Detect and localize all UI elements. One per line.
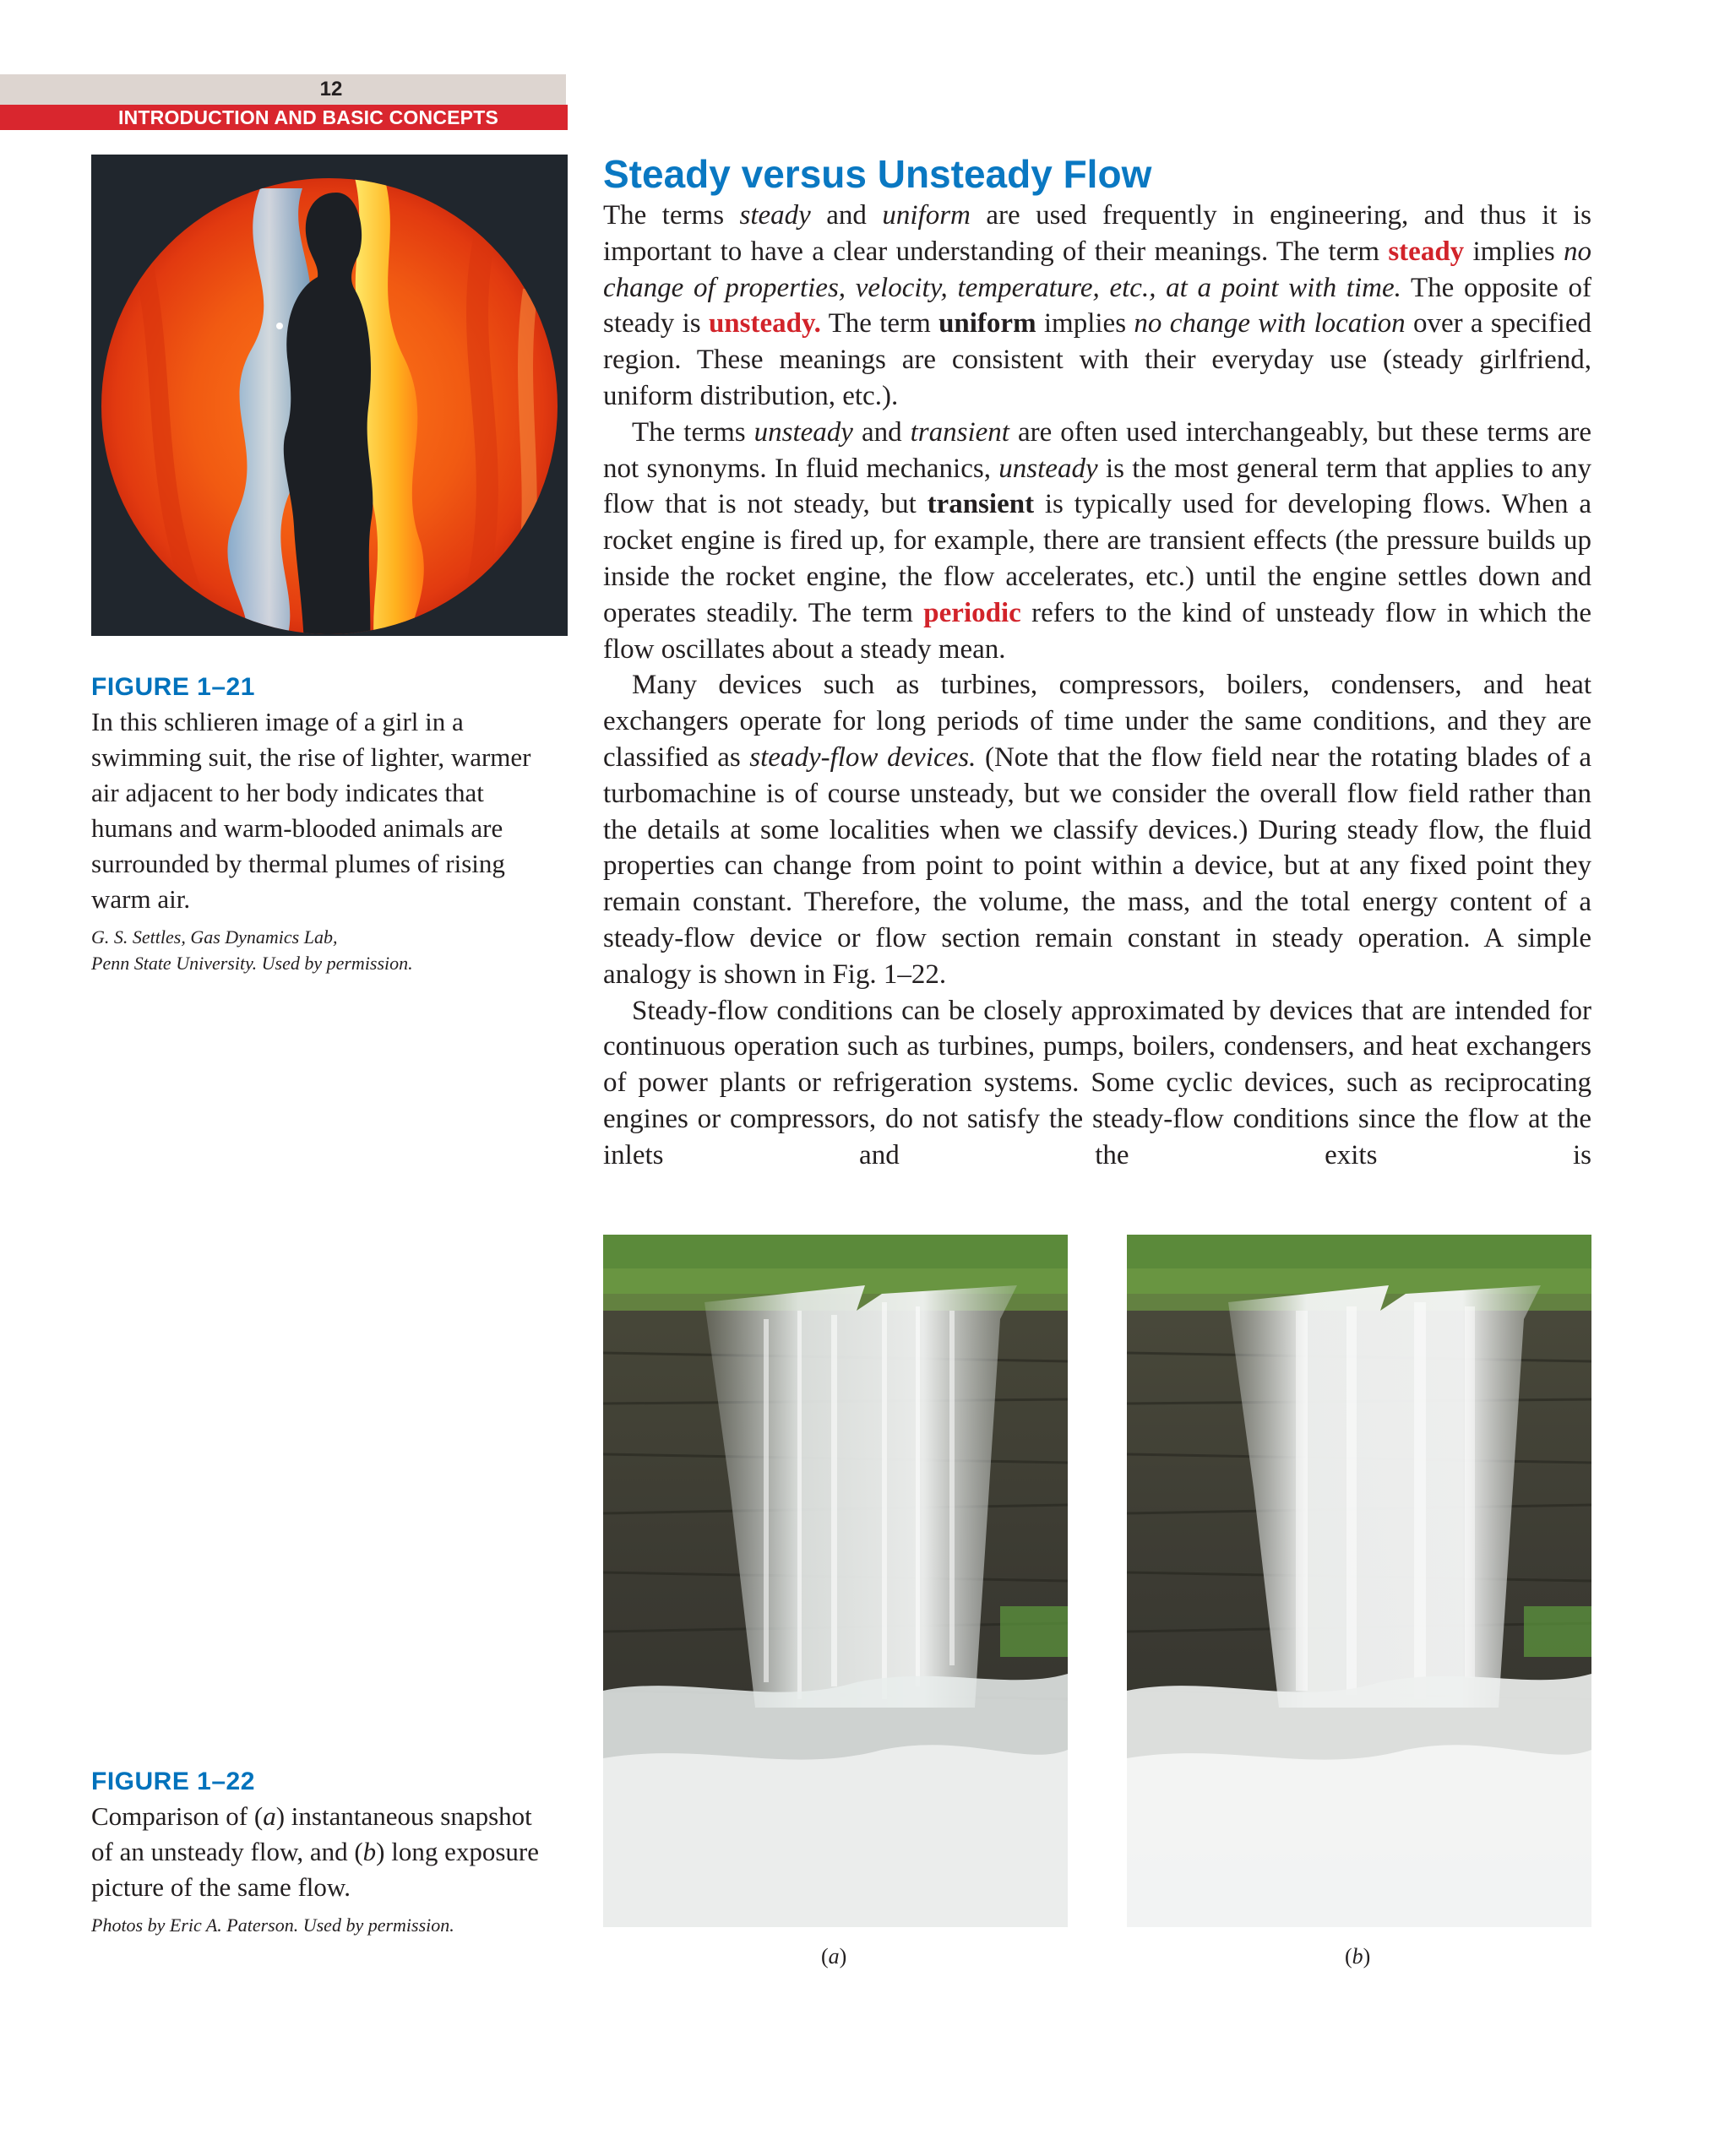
page-number-band <box>0 74 566 105</box>
chapter-title: INTRODUCTION AND BASIC CONCEPTS <box>118 106 499 128</box>
figure-21-credit <box>91 924 547 976</box>
section-title: Steady versus Unsteady Flow <box>603 152 1152 196</box>
subfigure-label-b: (b) <box>1345 1944 1371 1969</box>
term-uniform: uniform <box>938 308 1036 339</box>
figure-21-credit-line2: Penn State University. Used by permission. <box>91 953 413 974</box>
term-transient: transient <box>927 489 1035 520</box>
paragraph-3: Many devices such as turbines, compressors, boilers, condensers, and heat exchangers operate for long periods of time under the same conditions, and they are classified as steady-flow devices. (Note that the flow field near the rotating blades of a turbomachine is of course unsteady, but we consider the overall flow field rather than the details at some localities when we classify devices.) During steady flow, the fluid properties can change from point to point within a device, but at any fixed point they remain constant. Therefore, the volume, the mass, and the total energy content of a steady-flow device or flow section remain constant in steady operation. A simple analogy is shown in Fig. 1–22. <box>603 670 1591 990</box>
figure-21-caption <box>91 671 547 976</box>
figure-21-caption-text: In this schlieren image of a girl in a swimming suit, the rise of lighter, warmer air adjacent to her body indicates that humans and warm-blooded animals are surrounded by thermal plumes of rising warm air. <box>91 707 531 914</box>
term-steady: steady <box>1388 236 1465 267</box>
subfigure-label-a: (a) <box>821 1944 847 1969</box>
paragraph-2: The terms unsteady and transient are often used interchangeably, but these terms are not synonyms. In fluid mechanics, unsteady is the most general term that applies to any flow that is not steady, but transient is typically used for developing flows. When a rocket engine is fired up, for example, there are transient effects (the pressure builds up inside the rocket engine, the flow accelerates, etc.) until the engine settles down and operates steadily. The term periodic refers to the kind of unsteady flow in which the flow oscillates about a steady mean. <box>603 416 1592 665</box>
figure-22-caption <box>91 1765 547 1938</box>
figure-22-credit: Photos by Eric A. Paterson. Used by permission. <box>91 1914 454 1936</box>
term-unsteady: unsteady. <box>708 308 821 339</box>
page-number: 12 <box>319 78 343 100</box>
figure-22-caption-text: Comparison of (a) instantaneous snapshot of an unsteady flow, and (b) long exposure picture of the same flow. <box>91 1801 540 1902</box>
term-periodic: periodic <box>923 597 1021 628</box>
paragraph-4: Steady-flow conditions can be closely approximated by devices that are intended for continuous operation such as turbines, pumps, boilers, condensers, and heat exchangers of power plants or refrigeration systems. Some cyclic devices, such as reciprocating engines or compressors, do not satisfy the steady-flow conditions since the flow at the inlets and the exits is <box>603 995 1591 1170</box>
schlieren-image <box>91 155 568 636</box>
figure-21-label: FIGURE 1–21 <box>91 673 255 701</box>
waterfall-photo-unsteady <box>603 1235 1068 1927</box>
figure-21-credit-line1: G. S. Settles, Gas Dynamics Lab, <box>91 926 338 948</box>
figure-22-label: FIGURE 1–22 <box>91 1768 255 1795</box>
body-text <box>603 198 1591 1174</box>
waterfall-photo-long-exposure <box>1127 1235 1591 1927</box>
paragraph-1: The terms steady and uniform are used frequently in engineering, and thus it is important to have a clear understanding of their meanings. The term steady implies no change of properties, velocity, temperature, etc., at a point with time. The opposite of steady is unsteady. The term uniform implies no change with location over a specified region. These meanings are consistent with their everyday use (steady girlfriend, uniform distribution, etc.). <box>603 200 1591 411</box>
